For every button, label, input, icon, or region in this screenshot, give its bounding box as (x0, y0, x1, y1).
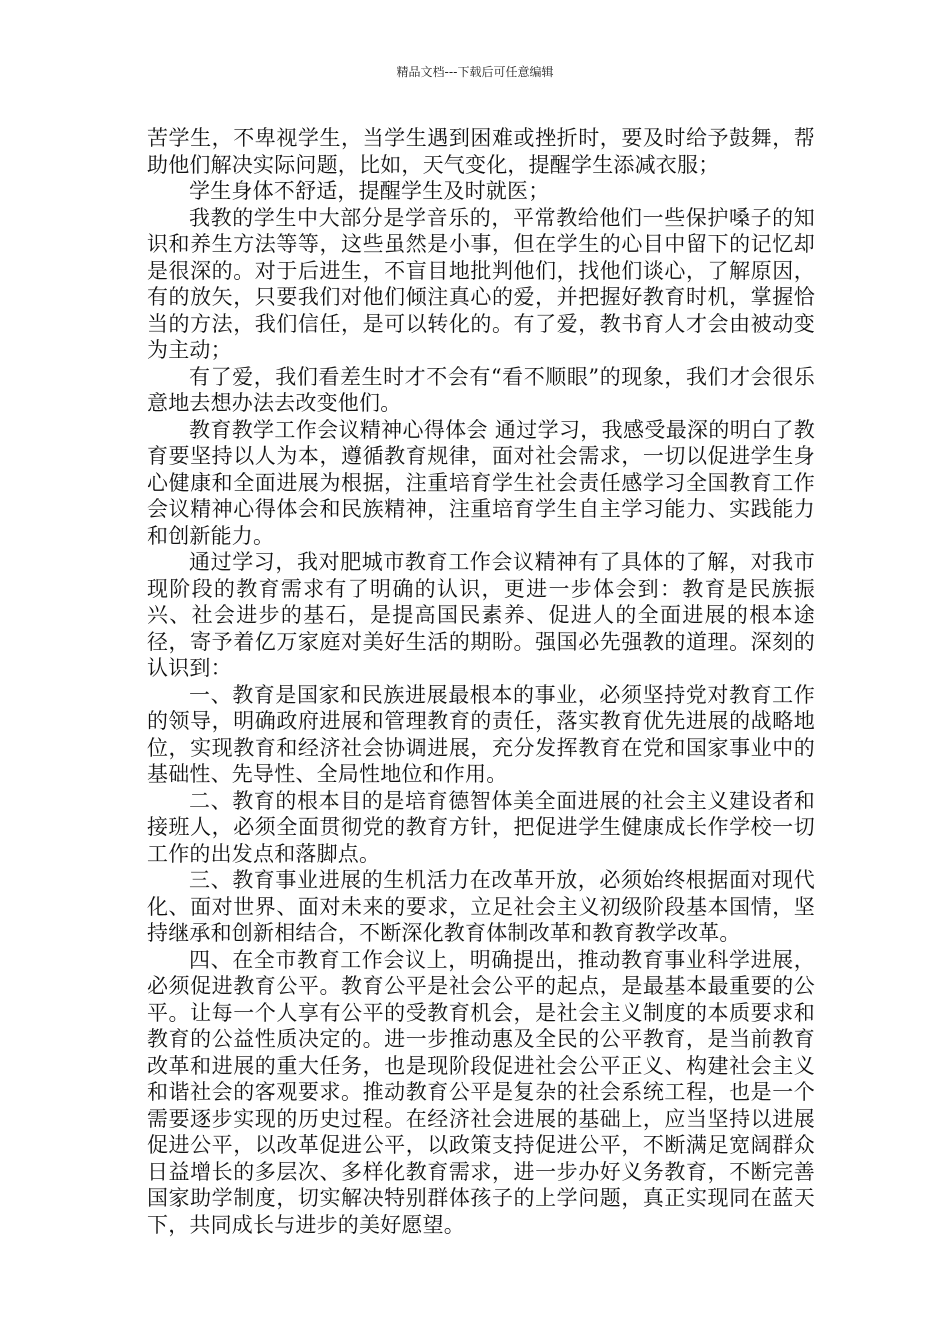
paragraph: 通过学习，我对肥城市教育工作会议精神有了具体的了解，对我市现阶段的教育需求有了明确的认识，更进一步体会到：教育是民族振兴、社会进步的基石，是提高国民素养、促进人的全面进展的根本途径，寄予着亿万家庭对美好生活的期盼。强国必先强教的道理。深刻的认识到： (147, 550, 815, 680)
paragraph: 学生身体不舒适，提醒学生及时就医； (189, 179, 550, 203)
paragraph: 一、教育是国家和民族进展最根本的事业，必须坚持党对教育工作的领导，明确政府进展和管理教育的责任，落实教育优先进展的战略地位，实现教育和经济社会协调进展，充分发挥教育在党和国家事业中的基础性、先导性、全局性地位和作用。 (147, 682, 815, 786)
paragraph: 有了爱，我们看差生时才不会有“看不顺眼”的现象，我们才会很乐意地去想办法去改变他们。 (147, 364, 815, 415)
paragraph: 四、在全市教育工作会议上，明确提出，推动教育事业科学进展，必须促进教育公平。教育公平是社会公平的起点，是最基本最重要的公平。让每一个人享有公平的受教育机会，是社会主义制度的本质要求和教育的公益性质决定的。进一步推动惠及全民的公平教育，是当前教育改革和进展的重大任务，也是现阶段促进社会公平正义、构建社会主义和谐社会的客观要求。推动教育公平是复杂的社会系统工程，也是一个需要逐步实现的历史过程。在经济社会进展的基础上，应当坚持以进展促进公平，以改革促进公平，以政策支持促进公平，不断满足宽阔群众日益增长的多层次、多样化教育需求，进一步办好义务教育，不断完善国家助学制度，切实解决特别群体孩子的上学问题，真正实现同在蓝天下，共同成长与进步的美好愿望。 (147, 947, 815, 1237)
paragraph: 苦学生，不卑视学生，当学生遇到困难或挫折时，要及时给予鼓舞，帮助他们解决实际问题，比如，天气变化，提醒学生添减衣服； (147, 126, 815, 177)
paragraph: 我教的学生中大部分是学音乐的，平常教给他们一些保护嗓子的知识和养生方法等等，这些虽然是小事，但在学生的心目中留下的记忆却是很深的。对于后进生，不盲目地批判他们，找他们谈心，了解原因，有的放矢，只要我们对他们倾注真心的爱，并把握好教育时机，掌握恰当的方法，我们信任，是可以转化的。有了爱，教书育人才会由被动变为主动； (147, 205, 815, 362)
paragraph: 二、教育的根本目的是培育德智体美全面进展的社会主义建设者和接班人，必须全面贯彻党的教育方针，把促进学生健康成长作学校一切工作的出发点和落脚点。 (147, 788, 815, 866)
paragraph: 三、教育事业进展的生机活力在改革开放，必须始终根据面对现代化、面对世界、面对未来的要求，立足社会主义初级阶段基本国情，坚持继承和创新相结合，不断深化教育体制改革和教育教学改革。 (147, 868, 815, 945)
page-header: 精品文档---下载后可任意编辑 (396, 65, 554, 79)
paragraph: 教育教学工作会议精神心得体会 通过学习，我感受最深的明白了教育要坚持以人为本，遵循教育规律，面对社会需求，一切以促进学生身心健康和全面进展为根据，注重培育学生社会责任感学习全国教育工作会议精神心得体会和民族精神，注重培育学生自主学习能力、实践能力和创新能力。 (147, 417, 815, 548)
document-body (147, 125, 815, 1238)
